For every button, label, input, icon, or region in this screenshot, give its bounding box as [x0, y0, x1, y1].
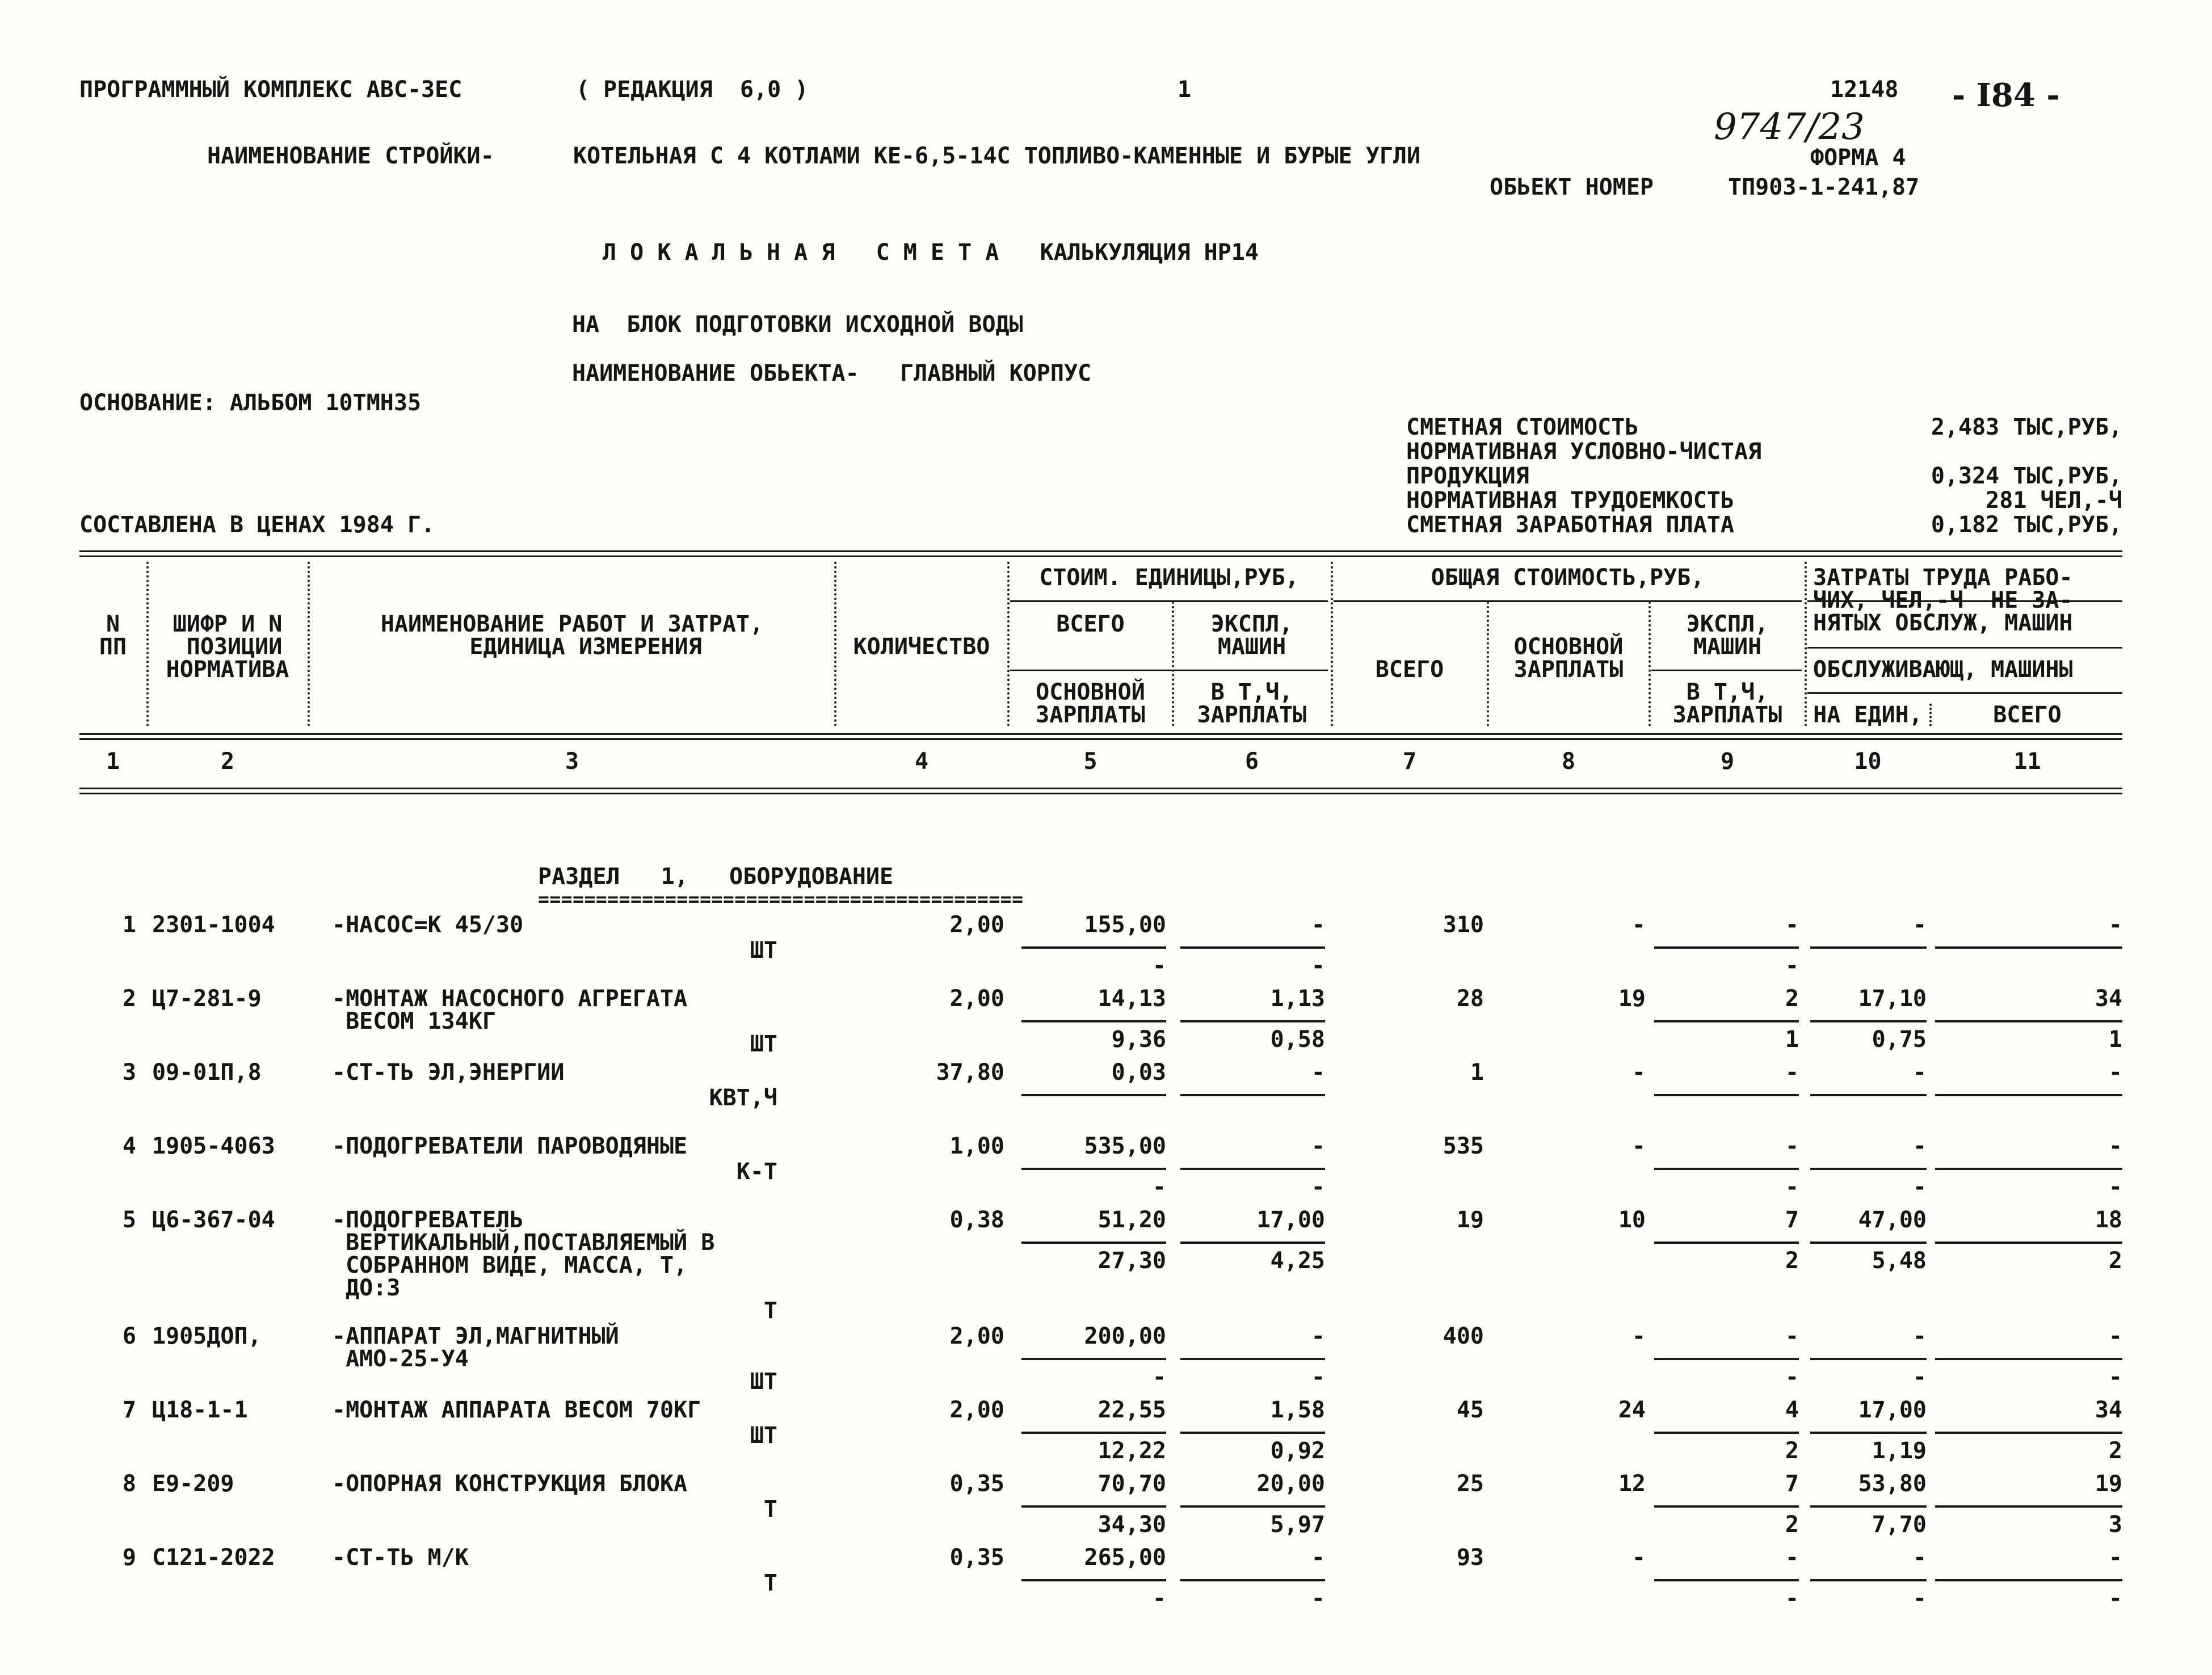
- row-separator-line: [1935, 1241, 2122, 1244]
- row-labor-service-total: 1: [2108, 1026, 2122, 1053]
- sheet-number: - I84 -: [1952, 77, 2060, 114]
- row-labor-per-unit: -: [1912, 912, 1927, 938]
- column-divider: [1929, 704, 1932, 726]
- row-labor-total: 18: [2095, 1207, 2122, 1233]
- form-label: ФОРМА 4: [1810, 145, 1906, 171]
- construction-name: КОТЕЛЬНАЯ С 4 КОТЛАМИ КЕ-6,5-14С ТОПЛИВО-КАМЕННЫЕ И БУРЫЕ УГЛИ: [573, 143, 1421, 169]
- column-number: 6: [1244, 748, 1259, 775]
- header-bottom-rule: [79, 733, 2122, 740]
- column-number: 8: [1561, 748, 1576, 775]
- row-separator-line: [1654, 1358, 1799, 1360]
- row-total: 25: [1456, 1471, 1484, 1497]
- row-total-wage: -: [1631, 1059, 1646, 1085]
- row-separator-line: [1935, 946, 2122, 949]
- row-unit: Т: [763, 1570, 777, 1596]
- row-labor-total: -: [2108, 1544, 2122, 1571]
- row-code: Ц18-1-1: [152, 1397, 248, 1423]
- row-total: 93: [1456, 1544, 1484, 1571]
- row-unit-total: 265,00: [1084, 1544, 1166, 1571]
- row-unit-wage: -: [1152, 953, 1166, 979]
- row-unit-total: 22,55: [1097, 1397, 1166, 1423]
- header-rule: [1807, 692, 2122, 694]
- column-number: 9: [1720, 748, 1735, 775]
- row-total-incl-wage: 2: [1785, 1438, 1799, 1464]
- row-labor-service-unit: -: [1912, 1364, 1927, 1390]
- header-total-incl-wage: В Т,Ч, ЗАРПЛАТЫ: [1672, 679, 1782, 728]
- row-separator-line: [1810, 1094, 1927, 1096]
- estimate-subject: НА БЛОК ПОДГОТОВКИ ИСХОДНОЙ ВОДЫ: [572, 312, 1023, 338]
- doc-code: 12148: [1830, 77, 1899, 103]
- row-labor-total: 34: [2095, 1397, 2122, 1423]
- row-labor-total: -: [2108, 1323, 2122, 1349]
- row-name: -НАСОС=К 45/30: [332, 912, 524, 938]
- row-separator-line: [1021, 1168, 1166, 1170]
- document-title: Л О К А Л Ь Н А Я С М Е Т А КАЛЬКУЛЯЦИЯ НР14: [603, 239, 1259, 266]
- row-labor-per-unit: 17,00: [1858, 1397, 1927, 1423]
- row-unit-incl-wage: -: [1311, 1174, 1325, 1200]
- row-total-machines: 7: [1785, 1471, 1799, 1497]
- row-labor-total: 19: [2095, 1471, 2122, 1497]
- row-separator-line: [1935, 1094, 2122, 1096]
- column-divider: [1805, 562, 1807, 726]
- row-number: 9: [122, 1544, 136, 1571]
- row-separator-line: [1180, 1241, 1325, 1244]
- row-unit-machines: -: [1311, 1544, 1325, 1571]
- row-total: 400: [1443, 1323, 1484, 1349]
- row-separator-line: [1021, 1579, 1166, 1581]
- row-separator-line: [1180, 946, 1325, 949]
- column-divider: [1172, 601, 1174, 726]
- row-total-incl-wage: 2: [1785, 1248, 1799, 1274]
- row-unit-total: 200,00: [1084, 1323, 1166, 1349]
- page-number: 1: [1178, 77, 1192, 103]
- row-code: 1905-4063: [152, 1133, 275, 1159]
- header-rule: [1010, 670, 1328, 671]
- row-total: 45: [1456, 1397, 1484, 1423]
- section-underline: ==========================================: [538, 888, 1024, 910]
- row-quantity: 0,38: [949, 1207, 1004, 1233]
- row-code: 1905ДОП,: [152, 1323, 262, 1349]
- row-separator-line: [1021, 1432, 1166, 1434]
- column-divider: [1331, 562, 1333, 726]
- row-code: Ц7-281-9: [152, 986, 262, 1012]
- row-unit-wage: 12,22: [1097, 1438, 1166, 1464]
- row-separator-line: [1180, 1094, 1325, 1096]
- row-quantity: 1,00: [949, 1133, 1004, 1159]
- row-total-incl-wage: -: [1785, 1364, 1799, 1390]
- row-unit-wage: 9,36: [1111, 1026, 1166, 1053]
- basis: ОСНОВАНИЕ: АЛЬБОМ 10ТМН35: [79, 390, 422, 416]
- row-total-wage: 10: [1618, 1207, 1646, 1233]
- summary-label: НОРМАТИВНАЯ ТРУДОЕМКОСТЬ: [1406, 487, 1734, 514]
- row-labor-per-unit: -: [1912, 1323, 1927, 1349]
- row-separator-line: [1654, 1020, 1799, 1022]
- row-labor-total: 34: [2095, 986, 2122, 1012]
- row-total-machines: 2: [1785, 986, 1799, 1012]
- row-name: -АППАРАТ ЭЛ,МАГНИТНЫЙ АМО-25-У4: [332, 1323, 619, 1372]
- row-separator-line: [1935, 1432, 2122, 1434]
- row-number: 1: [122, 912, 136, 938]
- row-labor-service-total: -: [2108, 1174, 2122, 1200]
- row-unit: ШТ: [750, 1369, 777, 1395]
- row-labor-service-unit: 1,19: [1872, 1438, 1927, 1464]
- row-name: -ПОДОГРЕВАТЕЛЬ ВЕРТИКАЛЬНЫЙ,ПОСТАВЛЯЕМЫЙ В СОБРАННОМ ВИДЕ, МАССА, Т, ДО:3: [332, 1207, 715, 1301]
- row-labor-total: -: [2108, 1133, 2122, 1159]
- row-unit-incl-wage: 0,92: [1270, 1438, 1325, 1464]
- header-rule: [1651, 670, 1802, 671]
- row-separator-line: [1654, 1241, 1799, 1244]
- numbers-bottom-rule: [79, 788, 2122, 794]
- row-number: 3: [122, 1059, 136, 1085]
- header-labor: ЗАТРАТЫ ТРУДА РАБО- ЧИХ, ЧЕЛ,-Ч НЕ ЗА- НЯТЫХ ОБСЛУЖ, МАШИН: [1813, 565, 2073, 636]
- header-unit-total: ВСЕГО: [1056, 611, 1125, 637]
- row-separator-line: [1935, 1020, 2122, 1022]
- row-unit-total: 155,00: [1084, 912, 1166, 938]
- row-total-machines: 7: [1785, 1207, 1799, 1233]
- program-name: ПРОГРАММНЫЙ КОМПЛЕКС АВС-3ЕС: [79, 77, 462, 103]
- row-separator-line: [1810, 946, 1927, 949]
- row-separator-line: [1810, 1241, 1927, 1244]
- row-unit-machines: 20,00: [1256, 1471, 1325, 1497]
- summary-value: 281 ЧЕЛ,-Ч: [1986, 487, 2122, 514]
- row-number: 4: [122, 1133, 136, 1159]
- row-separator-line: [1810, 1020, 1927, 1022]
- row-number: 8: [122, 1471, 136, 1497]
- row-separator-line: [1654, 1579, 1799, 1581]
- row-total-machines: -: [1785, 1133, 1799, 1159]
- row-separator-line: [1021, 1020, 1166, 1022]
- row-labor-service-unit: 0,75: [1872, 1026, 1927, 1053]
- row-name: -СТ-ТЬ М/К: [332, 1544, 469, 1571]
- row-separator-line: [1654, 1168, 1799, 1170]
- row-total-machines: -: [1785, 1059, 1799, 1085]
- row-separator-line: [1810, 1579, 1927, 1581]
- row-separator-line: [1654, 1505, 1799, 1508]
- header-name: НАИМЕНОВАНИЕ РАБОТ И ЗАТРАТ, ЕДИНИЦА ИЗМЕРЕНИЯ: [380, 611, 764, 660]
- row-separator-line: [1180, 1432, 1325, 1434]
- row-total: 310: [1443, 912, 1484, 938]
- column-number: 10: [1854, 748, 1882, 775]
- row-unit-incl-wage: 0,58: [1270, 1026, 1325, 1053]
- row-labor-service-unit: -: [1912, 1585, 1927, 1611]
- row-code: Е9-209: [152, 1471, 234, 1497]
- summary-value: 0,182 ТЫС,РУБ,: [1931, 512, 2122, 538]
- object-name: НАИМЕНОВАНИЕ ОБЬЕКТА- ГЛАВНЫЙ КОРПУС: [572, 360, 1092, 386]
- row-labor-total: -: [2108, 912, 2122, 938]
- header-quantity: КОЛИЧЕСТВО: [853, 634, 990, 660]
- header-labor-service: ОБСЛУЖИВАЮЩ, МАШИНЫ: [1813, 656, 2073, 683]
- header-total-wage: ОСНОВНОЙ ЗАРПЛАТЫ: [1513, 634, 1624, 683]
- header-unit-wage: ОСНОВНОЙ ЗАРПЛАТЫ: [1036, 679, 1145, 728]
- row-labor-per-unit: 17,10: [1858, 986, 1927, 1012]
- header-unit-incl-wage: В Т,Ч, ЗАРПЛАТЫ: [1197, 679, 1307, 728]
- row-total-wage: -: [1631, 1544, 1646, 1571]
- row-unit-machines: -: [1311, 1133, 1325, 1159]
- object-number-label: ОБЬЕКТ НОМЕР: [1490, 174, 1654, 200]
- row-separator-line: [1654, 946, 1799, 949]
- summary-label: СМЕТНАЯ ЗАРАБОТНАЯ ПЛАТА: [1406, 512, 1734, 538]
- header-unit-machines: ЭКСПЛ, МАШИН: [1210, 611, 1293, 660]
- row-unit-incl-wage: -: [1311, 1364, 1325, 1390]
- header-row-number: N ПП: [99, 611, 127, 660]
- row-labor-service-total: 2: [2108, 1438, 2122, 1464]
- row-separator-line: [1021, 946, 1166, 949]
- row-number: 7: [122, 1397, 136, 1423]
- construction-label: НАИМЕНОВАНИЕ СТРОЙКИ-: [207, 143, 494, 169]
- row-total-wage: 19: [1618, 986, 1646, 1012]
- row-unit-machines: -: [1311, 912, 1325, 938]
- summary-label: ПРОДУКЦИЯ: [1406, 463, 1529, 489]
- row-separator-line: [1654, 1094, 1799, 1096]
- row-unit: Т: [763, 1496, 777, 1522]
- row-labor-service-total: 2: [2108, 1248, 2122, 1274]
- row-labor-service-unit: 5,48: [1872, 1248, 1927, 1274]
- row-unit-incl-wage: -: [1311, 1585, 1325, 1611]
- row-quantity: 2,00: [949, 986, 1004, 1012]
- row-unit-wage: -: [1152, 1585, 1166, 1611]
- row-separator-line: [1810, 1358, 1927, 1360]
- row-separator-line: [1180, 1579, 1325, 1581]
- row-separator-line: [1935, 1358, 2122, 1360]
- row-unit: ШТ: [750, 937, 777, 963]
- handwritten-reference: 9747/23: [1714, 106, 1865, 148]
- row-unit-total: 14,13: [1097, 986, 1166, 1012]
- row-separator-line: [1021, 1241, 1166, 1244]
- row-unit-total: 0,03: [1111, 1059, 1166, 1085]
- row-unit-wage: -: [1152, 1174, 1166, 1200]
- column-number: 1: [106, 748, 120, 775]
- row-total: 535: [1443, 1133, 1484, 1159]
- column-divider: [1487, 601, 1489, 726]
- row-labor-service-total: 3: [2108, 1512, 2122, 1538]
- row-total: 19: [1456, 1207, 1484, 1233]
- row-unit-wage: -: [1152, 1364, 1166, 1390]
- row-labor-per-unit: -: [1912, 1059, 1927, 1085]
- row-labor-service-total: -: [2108, 1364, 2122, 1390]
- row-separator-line: [1810, 1505, 1927, 1508]
- row-unit-machines: 17,00: [1256, 1207, 1325, 1233]
- row-total-wage: -: [1631, 1133, 1646, 1159]
- row-quantity: 37,80: [936, 1059, 1004, 1085]
- row-labor-total: -: [2108, 1059, 2122, 1085]
- row-name: -СТ-ТЬ ЭЛ,ЭНЕРГИИ: [332, 1059, 565, 1085]
- row-total-incl-wage: -: [1785, 953, 1799, 979]
- row-unit: КВТ,Ч: [709, 1085, 777, 1111]
- row-separator-line: [1180, 1358, 1325, 1360]
- row-quantity: 0,35: [949, 1471, 1004, 1497]
- column-divider: [308, 562, 310, 726]
- row-separator-line: [1935, 1579, 2122, 1581]
- object-number: ТП903-1-241,87: [1728, 174, 1920, 200]
- row-separator-line: [1021, 1094, 1166, 1096]
- row-separator-line: [1180, 1020, 1325, 1022]
- row-unit-wage: 34,30: [1097, 1512, 1166, 1538]
- row-unit: ШТ: [750, 1031, 777, 1057]
- row-unit-machines: 1,58: [1270, 1397, 1325, 1423]
- row-unit-incl-wage: 4,25: [1270, 1248, 1325, 1274]
- row-separator-line: [1810, 1168, 1927, 1170]
- row-labor-per-unit: -: [1912, 1133, 1927, 1159]
- row-separator-line: [1180, 1168, 1325, 1170]
- row-code: 09-01П,8: [152, 1059, 262, 1085]
- header-unit-cost: СТОИМ. ЕДИНИЦЫ,РУБ,: [1039, 565, 1299, 591]
- row-unit-total: 70,70: [1097, 1471, 1166, 1497]
- row-total-machines: -: [1785, 1544, 1799, 1571]
- row-unit-machines: 1,13: [1270, 986, 1325, 1012]
- column-divider: [1007, 562, 1010, 726]
- row-total: 28: [1456, 986, 1484, 1012]
- header-rule: [1010, 600, 1328, 602]
- row-separator-line: [1180, 1505, 1325, 1508]
- header-rule: [1807, 647, 2122, 649]
- header-total-machines: ЭКСПЛ, МАШИН: [1686, 611, 1769, 660]
- column-divider: [834, 562, 836, 726]
- header-total-cost: ОБЩАЯ СТОИМОСТЬ,РУБ,: [1431, 565, 1705, 591]
- table-top-rule: [79, 550, 2122, 557]
- row-code: С121-2022: [152, 1544, 275, 1571]
- row-unit: Т: [763, 1298, 777, 1324]
- row-total-wage: -: [1631, 912, 1646, 938]
- row-total-wage: 12: [1618, 1471, 1646, 1497]
- row-total-wage: -: [1631, 1323, 1646, 1349]
- row-total-incl-wage: -: [1785, 1174, 1799, 1200]
- row-name: -ПОДОГРЕВАТЕЛИ ПАРОВОДЯНЫЕ: [332, 1133, 688, 1159]
- column-divider: [1649, 601, 1651, 726]
- summary-value: 2,483 ТЫС,РУБ,: [1931, 414, 2122, 440]
- header-rule: [1334, 600, 1802, 602]
- row-unit-total: 535,00: [1084, 1133, 1166, 1159]
- row-number: 2: [122, 986, 136, 1012]
- row-unit-total: 51,20: [1097, 1207, 1166, 1233]
- row-quantity: 2,00: [949, 1323, 1004, 1349]
- section-title: РАЗДЕЛ 1, ОБОРУДОВАНИЕ: [538, 864, 894, 890]
- column-number: 5: [1083, 748, 1097, 775]
- row-number: 6: [122, 1323, 136, 1349]
- row-unit-incl-wage: 5,97: [1270, 1512, 1325, 1538]
- summary-value: 0,324 ТЫС,РУБ,: [1931, 463, 2122, 489]
- row-unit-incl-wage: -: [1311, 953, 1325, 979]
- row-number: 5: [122, 1207, 136, 1233]
- row-unit: К-Т: [736, 1159, 777, 1185]
- edition: ( РЕДАКЦИЯ 6,0 ): [576, 77, 809, 103]
- row-total-incl-wage: 1: [1785, 1026, 1799, 1053]
- header-code: ШИФР И N ПОЗИЦИИ НОРМАТИВА: [166, 611, 289, 683]
- column-number: 7: [1402, 748, 1417, 775]
- column-number: 11: [2013, 748, 2041, 775]
- row-total-machines: -: [1785, 1323, 1799, 1349]
- header-total-sum: ВСЕГО: [1375, 656, 1444, 683]
- row-labor-per-unit: -: [1912, 1544, 1927, 1571]
- header-labor-total: ВСЕГО: [1993, 702, 2062, 728]
- row-separator-line: [1654, 1432, 1799, 1434]
- row-total-incl-wage: -: [1785, 1585, 1799, 1611]
- summary-label: НОРМАТИВНАЯ УСЛОВНО-ЧИСТАЯ: [1406, 439, 1762, 465]
- row-total-machines: -: [1785, 912, 1799, 938]
- price-basis: СОСТАВЛЕНА В ЦЕНАХ 1984 Г.: [79, 512, 435, 538]
- row-name: -МОНТАЖ НАСОСНОГО АГРЕГАТА ВЕСОМ 134КГ: [332, 986, 688, 1034]
- row-code: 2301-1004: [152, 912, 275, 938]
- column-number: 4: [914, 748, 929, 775]
- row-name: -ОПОРНАЯ КОНСТРУКЦИЯ БЛОКА: [332, 1471, 688, 1497]
- summary-label: СМЕТНАЯ СТОИМОСТЬ: [1406, 414, 1639, 440]
- row-code: Ц6-367-04: [152, 1207, 275, 1233]
- row-total: 1: [1470, 1059, 1484, 1085]
- row-quantity: 2,00: [949, 912, 1004, 938]
- row-labor-per-unit: 53,80: [1858, 1471, 1927, 1497]
- row-labor-per-unit: 47,00: [1858, 1207, 1927, 1233]
- row-unit-machines: -: [1311, 1059, 1325, 1085]
- row-separator-line: [1935, 1168, 2122, 1170]
- row-separator-line: [1935, 1505, 2122, 1508]
- row-total-wage: 24: [1618, 1397, 1646, 1423]
- row-quantity: 2,00: [949, 1397, 1004, 1423]
- row-separator-line: [1021, 1358, 1166, 1360]
- row-unit: ШТ: [750, 1423, 777, 1449]
- header-labor-per-unit: НА ЕДИН,: [1813, 702, 1923, 728]
- row-labor-service-unit: -: [1912, 1174, 1927, 1200]
- column-number: 2: [220, 748, 235, 775]
- row-total-machines: 4: [1785, 1397, 1799, 1423]
- row-unit-wage: 27,30: [1097, 1248, 1166, 1274]
- row-unit-machines: -: [1311, 1323, 1325, 1349]
- row-quantity: 0,35: [949, 1544, 1004, 1571]
- row-labor-service-total: -: [2108, 1585, 2122, 1611]
- row-labor-service-unit: 7,70: [1872, 1512, 1927, 1538]
- row-separator-line: [1810, 1432, 1927, 1434]
- row-separator-line: [1021, 1505, 1166, 1508]
- row-total-incl-wage: 2: [1785, 1512, 1799, 1538]
- column-number: 3: [565, 748, 579, 775]
- row-name: -МОНТАЖ АППАРАТА ВЕСОМ 70КГ: [332, 1397, 701, 1423]
